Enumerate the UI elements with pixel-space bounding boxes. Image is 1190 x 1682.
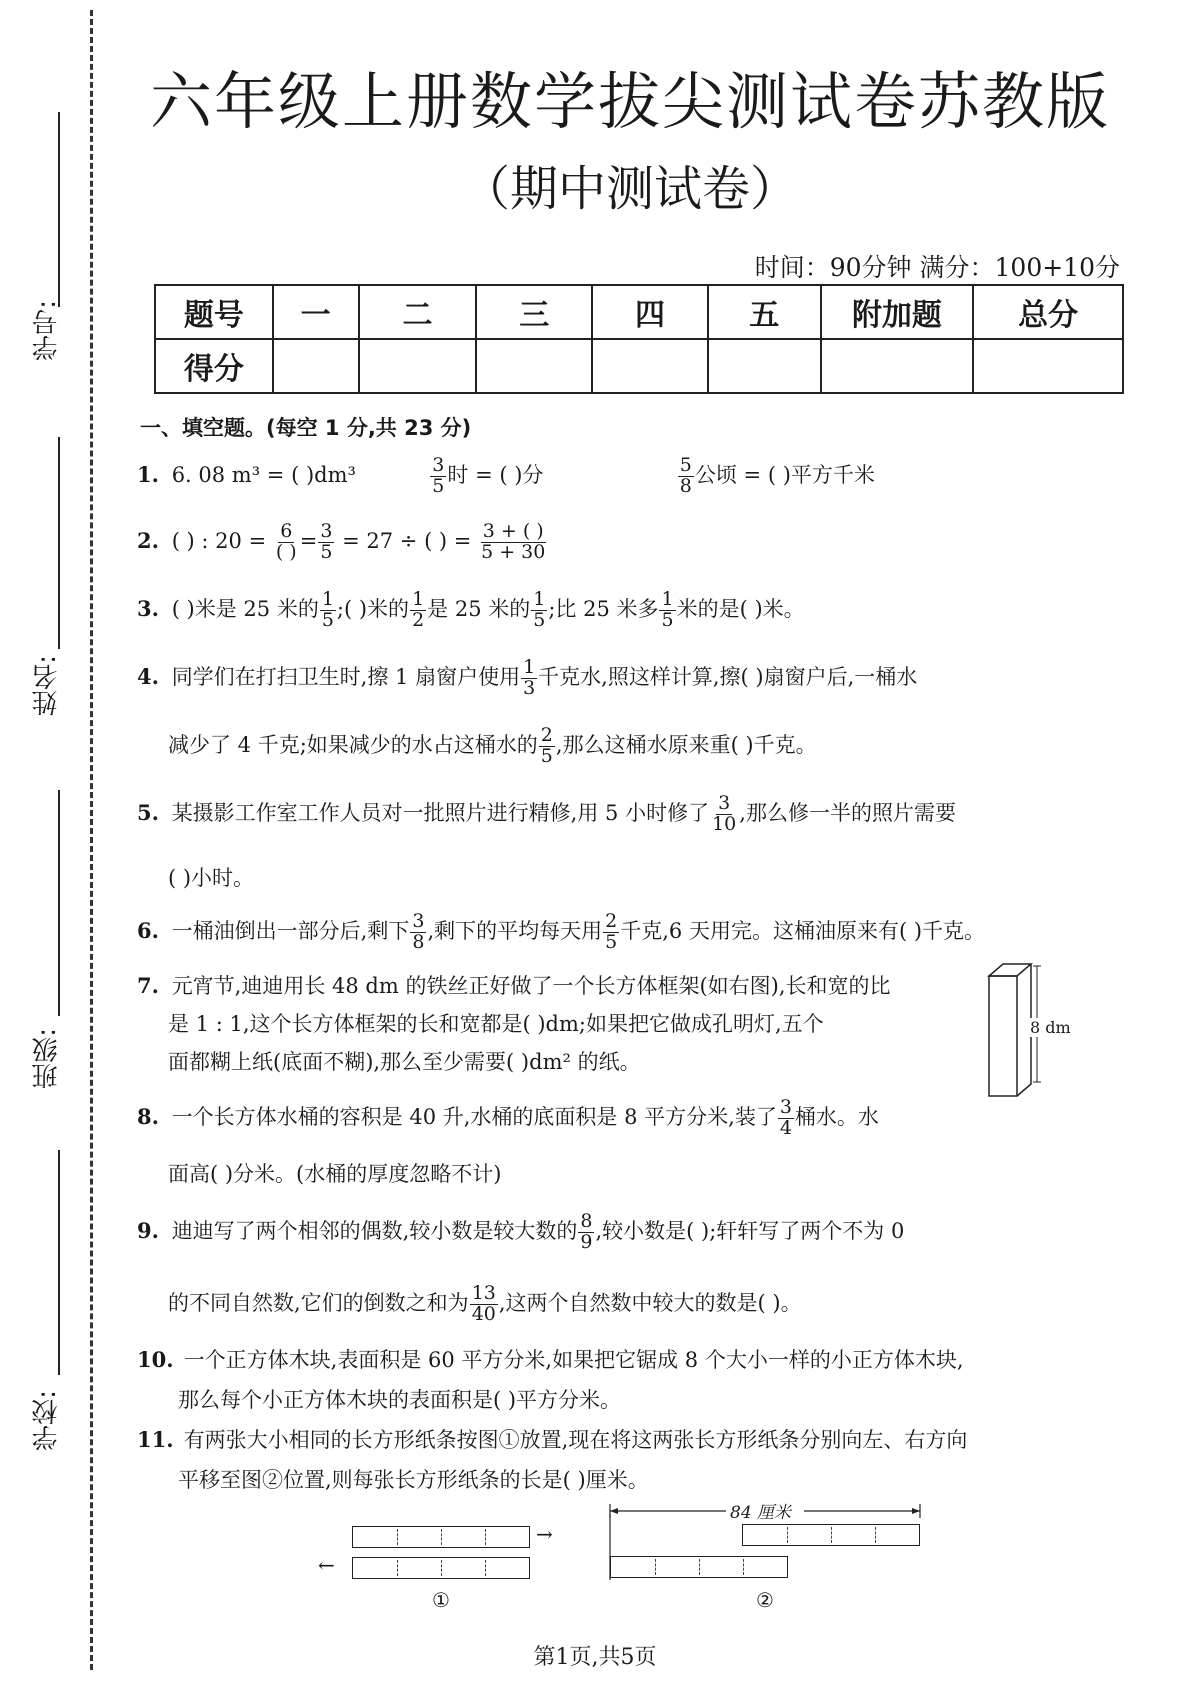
margin-label-student-id: 学号: <box>32 300 62 361</box>
equals-sign: = <box>299 528 318 553</box>
q6-text: 千克,6 天用完。这桶油原来有( )千克。 <box>620 918 986 943</box>
score-table-header-row <box>155 285 1123 339</box>
strip-division <box>485 1560 486 1576</box>
q4-text: ,那么这桶水原来重( )千克。 <box>555 732 817 757</box>
question-9-line-2 <box>168 1284 802 1325</box>
fraction: $\frac{2}{5}$ <box>605 910 618 953</box>
strip-division <box>485 1529 486 1545</box>
question-number: 11. <box>137 1427 174 1452</box>
score-header-cell: 四 <box>592 285 708 339</box>
page-title: 六年级上册数学拔尖测试卷苏教版 <box>150 65 1111 138</box>
strip-division <box>699 1559 700 1575</box>
fraction: $\frac{1}{3}$ <box>523 656 536 699</box>
binding-dashed-line <box>90 10 93 1670</box>
question-3 <box>137 590 805 631</box>
strip-division <box>397 1529 398 1545</box>
fraction: $\frac{8}{9}$ <box>580 1210 593 1253</box>
margin-line-class <box>58 790 60 1016</box>
q4-text: 同学们在打扫卫生时,擦 1 扇窗户使用 <box>171 664 521 689</box>
q6-text: ,剩下的平均每天用 <box>427 918 603 943</box>
score-header-cell: 附加题 <box>821 285 974 339</box>
score-cell[interactable] <box>973 339 1123 393</box>
q9-text: ,较小数是( );轩轩写了两个不为 0 <box>595 1218 905 1243</box>
score-cell[interactable] <box>476 339 592 393</box>
fraction: $\frac{1}{5}$ <box>321 588 334 631</box>
paper-strip-top-fig2 <box>742 1524 920 1546</box>
q10-text: 一个正方体木块,表面积是 60 平方分米,如果把它锯成 8 个大小一样的小正方体木块, <box>183 1348 964 1372</box>
question-number: 4. <box>137 663 159 689</box>
q1-part-c: 公顷 = ( )平方千米 <box>694 462 875 487</box>
fraction: $\frac{1}{5}$ <box>533 588 546 631</box>
question-number: 9. <box>137 1217 159 1243</box>
paper-strip-bottom-fig1 <box>352 1557 530 1579</box>
margin-label-class: 班级: <box>32 1028 62 1089</box>
margin-label-school: 学校: <box>32 1390 62 1451</box>
question-1 <box>137 456 875 497</box>
question-number: 10. <box>137 1347 174 1372</box>
cuboid-height-label: 8 dm <box>1030 1018 1071 1037</box>
question-4 <box>137 658 917 699</box>
fraction: $\frac{3}{10}$ <box>712 792 737 835</box>
fraction: $\frac{5}{8}$ <box>679 454 692 497</box>
q3-text: 是 25 米的 <box>427 596 531 621</box>
score-header-cell: 二 <box>359 285 477 339</box>
question-11-line-2: 平移至图②位置,则每张长方形纸条的长是( )厘米。 <box>178 1468 649 1492</box>
question-number: 7. <box>137 973 159 998</box>
q4-text: 千克水,照这样计算,擦( )扇窗户后,一桶水 <box>538 664 918 689</box>
score-table-score-row <box>155 339 1123 393</box>
margin-line-name <box>58 437 60 649</box>
margin-line-student-id <box>58 112 60 307</box>
page-footer: 第1页,共5页 <box>533 1645 657 1670</box>
score-table <box>154 284 1124 394</box>
q3-text: ;( )米的 <box>336 596 410 621</box>
score-header-cell: 一 <box>273 285 359 339</box>
strip-division <box>441 1529 442 1545</box>
margin-label-name: 姓名: <box>32 655 62 716</box>
fraction: $\frac{3}{4}$ <box>779 1096 792 1139</box>
question-5-line-2: ( )小时。 <box>168 866 255 890</box>
score-row-label: 得分 <box>155 339 273 393</box>
score-cell[interactable] <box>592 339 708 393</box>
strip-division <box>441 1560 442 1576</box>
q9-text: 的不同自然数,它们的倒数之和为 <box>168 1290 469 1315</box>
strip-division <box>875 1527 876 1543</box>
dimension-label: 84 厘米 <box>730 1503 792 1523</box>
question-7 <box>137 970 891 1000</box>
question-number: 3. <box>137 595 159 621</box>
q4-text: 减少了 4 千克;如果减少的水占这桶水的 <box>168 732 538 757</box>
question-10 <box>137 1344 964 1374</box>
q2-part-a: ( ) : 20 = <box>171 528 267 553</box>
question-6 <box>137 912 985 953</box>
q3-text: ;比 25 米多 <box>548 596 659 621</box>
question-5 <box>137 794 956 835</box>
score-header-cell: 题号 <box>155 285 273 339</box>
q5-text: 某摄影工作室工作人员对一批照片进行精修,用 5 小时修了 <box>171 800 710 825</box>
q1-part-a: 6. 08 m³ = ( )dm³ <box>171 462 356 487</box>
margin-line-school <box>58 1150 60 1375</box>
arrow-left-icon: ← <box>318 1553 335 1577</box>
question-8 <box>137 1098 879 1139</box>
fraction: $\frac{3}{5}$ <box>432 454 445 497</box>
q11-text: 有两张大小相同的长方形纸条按图①放置,现在将这两张长方形纸条分别向左、右方向 <box>183 1428 968 1452</box>
paper-strip-bottom-fig2 <box>610 1556 788 1578</box>
q7-text: 元宵节,迪迪用长 48 dm 的铁丝正好做了一个长方体框架(如右图),长和宽的比 <box>171 974 891 998</box>
question-number: 1. <box>137 461 159 487</box>
strip-division <box>655 1559 656 1575</box>
figure-2-label: ② <box>756 1588 774 1612</box>
fig2-left-guide <box>608 1514 612 1580</box>
q9-text: 迪迪写了两个相邻的偶数,较小数是较大数的 <box>171 1218 578 1243</box>
q8-text: 一个长方体水桶的容积是 40 升,水桶的底面积是 8 平方分米,装了 <box>171 1104 777 1129</box>
question-number: 2. <box>137 527 159 553</box>
question-7-line-3: 面都糊上纸(底面不糊),那么至少需要( )dm² 的纸。 <box>168 1050 641 1074</box>
fraction: $\frac{13}{40}$ <box>471 1282 496 1325</box>
question-10-line-2: 那么每个小正方体木块的表面积是( )平方分米。 <box>178 1388 622 1412</box>
score-header-cell: 三 <box>476 285 592 339</box>
question-2 <box>137 522 548 563</box>
score-cell[interactable] <box>273 339 359 393</box>
cuboid-side-edge <box>1017 964 1031 1096</box>
score-header-cell: 五 <box>708 285 821 339</box>
question-7-line-2: 是 1 : 1,这个长方体框架的长和宽都是( )dm;如果把它做成孔明灯,五个 <box>168 1012 824 1036</box>
question-11 <box>137 1424 967 1454</box>
figure-1-label: ① <box>432 1588 450 1612</box>
paper-strip-top-fig1 <box>352 1526 530 1548</box>
strip-division <box>397 1560 398 1576</box>
q8-text: 桶水。水 <box>794 1104 879 1129</box>
score-cell[interactable] <box>359 339 477 393</box>
q3-text: 米的是( )米。 <box>676 596 805 621</box>
question-9 <box>137 1212 904 1253</box>
fraction: $\frac{3}{5}$ <box>320 520 333 563</box>
q1-part-b: 时 = ( )分 <box>447 462 544 487</box>
exam-meta: 时间：90分钟 满分：100+10分 <box>754 253 1120 282</box>
q6-text: 一桶油倒出一部分后,剩下 <box>171 918 410 943</box>
q5-text: ,那么修一半的照片需要 <box>739 800 956 825</box>
score-header-cell: 总分 <box>973 285 1123 339</box>
question-number: 6. <box>137 917 159 943</box>
fraction: $\frac{1}{5}$ <box>661 588 674 631</box>
cuboid-front-face <box>989 976 1017 1096</box>
score-cell[interactable] <box>708 339 821 393</box>
q2-mid: = 27 ÷ ( ) = <box>342 528 472 553</box>
question-4-line-2 <box>168 726 817 767</box>
page-subtitle: （期中测试卷） <box>461 161 798 217</box>
question-number: 8. <box>137 1103 159 1129</box>
fraction: $\frac{6}{( )}$ <box>275 520 297 563</box>
section-title: 一、填空题。(每空 1 分,共 23 分) <box>140 416 472 440</box>
arrow-right-icon: → <box>536 1522 553 1546</box>
question-8-line-2: 面高( )分米。(水桶的厚度忽略不计) <box>168 1162 502 1186</box>
score-cell[interactable] <box>821 339 974 393</box>
fraction: $\frac{2}{5}$ <box>540 724 553 767</box>
q3-text: ( )米是 25 米的 <box>171 596 319 621</box>
strip-division <box>743 1559 744 1575</box>
question-number: 5. <box>137 799 159 825</box>
cuboid-top-face <box>989 964 1031 976</box>
fraction: $\frac{3}{8}$ <box>412 910 425 953</box>
q9-text: ,这两个自然数中较大的数是( )。 <box>498 1290 802 1315</box>
strip-division <box>787 1527 788 1543</box>
fraction: $\frac{1}{2}$ <box>412 588 425 631</box>
fraction: $\frac{3 + ( )}{5 + 30}$ <box>481 520 546 563</box>
strip-division <box>831 1527 832 1543</box>
